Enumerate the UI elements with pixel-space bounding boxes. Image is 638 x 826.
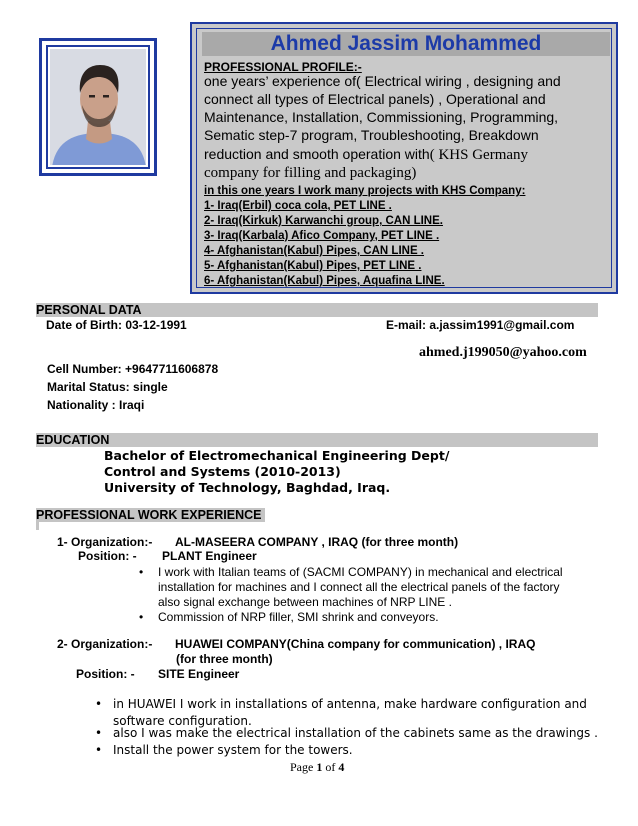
experience-heading: PROFESSIONAL WORK EXPERIENCE — [36, 508, 265, 522]
project-item: 4- Afghanistan(Kabul) Pipes, CAN LINE . — [204, 245, 425, 257]
education-line: Bachelor of Electromechanical Engineering Dept/ — [104, 448, 450, 463]
bullet-text-line: installation for machines and I connect all the electrical panels of the factory — [158, 580, 560, 594]
bullet-text-line: Commission of NRP filler, SMI shrink and conveyors. — [158, 610, 439, 624]
date-of-birth: Date of Birth: 03-12-1991 — [46, 318, 187, 332]
project-item: 3- Iraq(Karbala) Afico Company, PET LINE . — [204, 230, 440, 242]
profile-heading: PROFESSIONAL PROFILE:- — [204, 60, 362, 74]
email-secondary: ahmed.j199050@yahoo.com — [419, 345, 587, 360]
profile-summary-line — [204, 145, 528, 164]
bullet-text-line: also I was make the electrical installation of the cabinets same as the drawings . — [113, 726, 598, 740]
job2-position-label: Position: - — [76, 667, 135, 681]
marital-status: Marital Status: single — [47, 380, 168, 394]
cell-number: Cell Number: +9647711606878 — [47, 362, 219, 376]
job2-bullet — [95, 725, 598, 742]
candidate-name: Ahmed Jassim Mohammed — [270, 32, 542, 55]
project-item: 5- Afghanistan(Kabul) Pipes, PET LINE . — [204, 260, 422, 272]
job2-organization: HUAWEI COMPANY(China company for communication) , IRAQ — [175, 637, 536, 651]
job2-bullet — [95, 742, 353, 759]
heading-marker — [36, 522, 39, 530]
profile-summary-line: company for filling and packaging) — [204, 165, 417, 181]
bullet-icon: • — [139, 565, 144, 579]
job2-org-label: 2- Organization:- — [57, 637, 153, 651]
project-item: 2- Iraq(Kirkuk) Karwanchi group, CAN LINE. — [204, 215, 443, 227]
bullet-icon: • — [95, 743, 103, 757]
job2-organization-cont: (for three month) — [176, 652, 273, 666]
personal-data-heading: PERSONAL DATA — [36, 303, 598, 317]
job1-org-label: 1- Organization:- — [57, 535, 153, 549]
job1-position: PLANT Engineer — [162, 549, 257, 563]
education-heading: EDUCATION — [36, 433, 598, 447]
page-total: 4 — [338, 760, 345, 774]
bullet-icon: • — [95, 726, 103, 740]
profile-summary-line: connect all types of Electrical panels) , Operational and — [204, 91, 546, 107]
bullet-text-line: in HUAWEI I work in installations of antenna, make hardware configuration and — [113, 697, 587, 711]
page-of: of — [322, 760, 339, 774]
page-number: 1 — [316, 760, 323, 774]
job1-position-label: Position: - — [78, 549, 137, 563]
bullet-text-line: software configuration. — [113, 714, 252, 728]
job1-bullet — [139, 565, 588, 610]
profile-summary-line: Maintenance, Installation, Commissioning, Programming, — [204, 109, 559, 125]
person-photo-icon — [50, 49, 146, 165]
profile-summary-line: one years’ experience of( Electrical wiring , designing and — [204, 73, 561, 89]
page-prefix: Page — [290, 760, 317, 774]
projects-heading: in this one years I work many projects with KHS Company: — [204, 185, 526, 197]
education-line: University of Technology, Baghdad, Iraq. — [104, 480, 391, 495]
profile-summary-line5-serif: ( KHS Germany — [429, 147, 529, 163]
name-bar — [202, 32, 610, 56]
photo-frame — [39, 38, 157, 176]
job1-bullet — [139, 610, 439, 625]
email-primary: E-mail: a.jassim1991@gmail.com — [386, 318, 575, 332]
bullet-text-line: I work with Italian teams of (SACMI COMPANY) in mechanical and electrical — [158, 565, 563, 579]
profile-summary-line: Sematic step-7 program, Troubleshooting, Breakdown — [204, 127, 539, 143]
job1-organization: AL-MASEERA COMPANY , IRAQ (for three month) — [175, 535, 459, 549]
project-item: 1- Iraq(Erbil) coca cola, PET LINE . — [204, 200, 392, 212]
project-item: 6- Afghanistan(Kabul) Pipes, Aquafina LINE. — [204, 275, 445, 287]
profile-box — [190, 22, 618, 294]
job2-position: SITE Engineer — [158, 667, 240, 681]
bullet-text-line: also signal exchange between machines of NRP LINE . — [158, 595, 452, 609]
nationality: Nationality : Iraqi — [47, 398, 145, 412]
education-line: Control and Systems (2010-2013) — [104, 464, 341, 479]
bullet-icon: • — [95, 697, 103, 711]
page-footer — [290, 760, 344, 775]
profile-photo — [50, 49, 146, 165]
bullet-icon: • — [139, 610, 144, 624]
profile-summary-line5: reduction and smooth operation with — [204, 146, 430, 162]
bullet-text-line: Install the power system for the towers. — [113, 743, 353, 757]
